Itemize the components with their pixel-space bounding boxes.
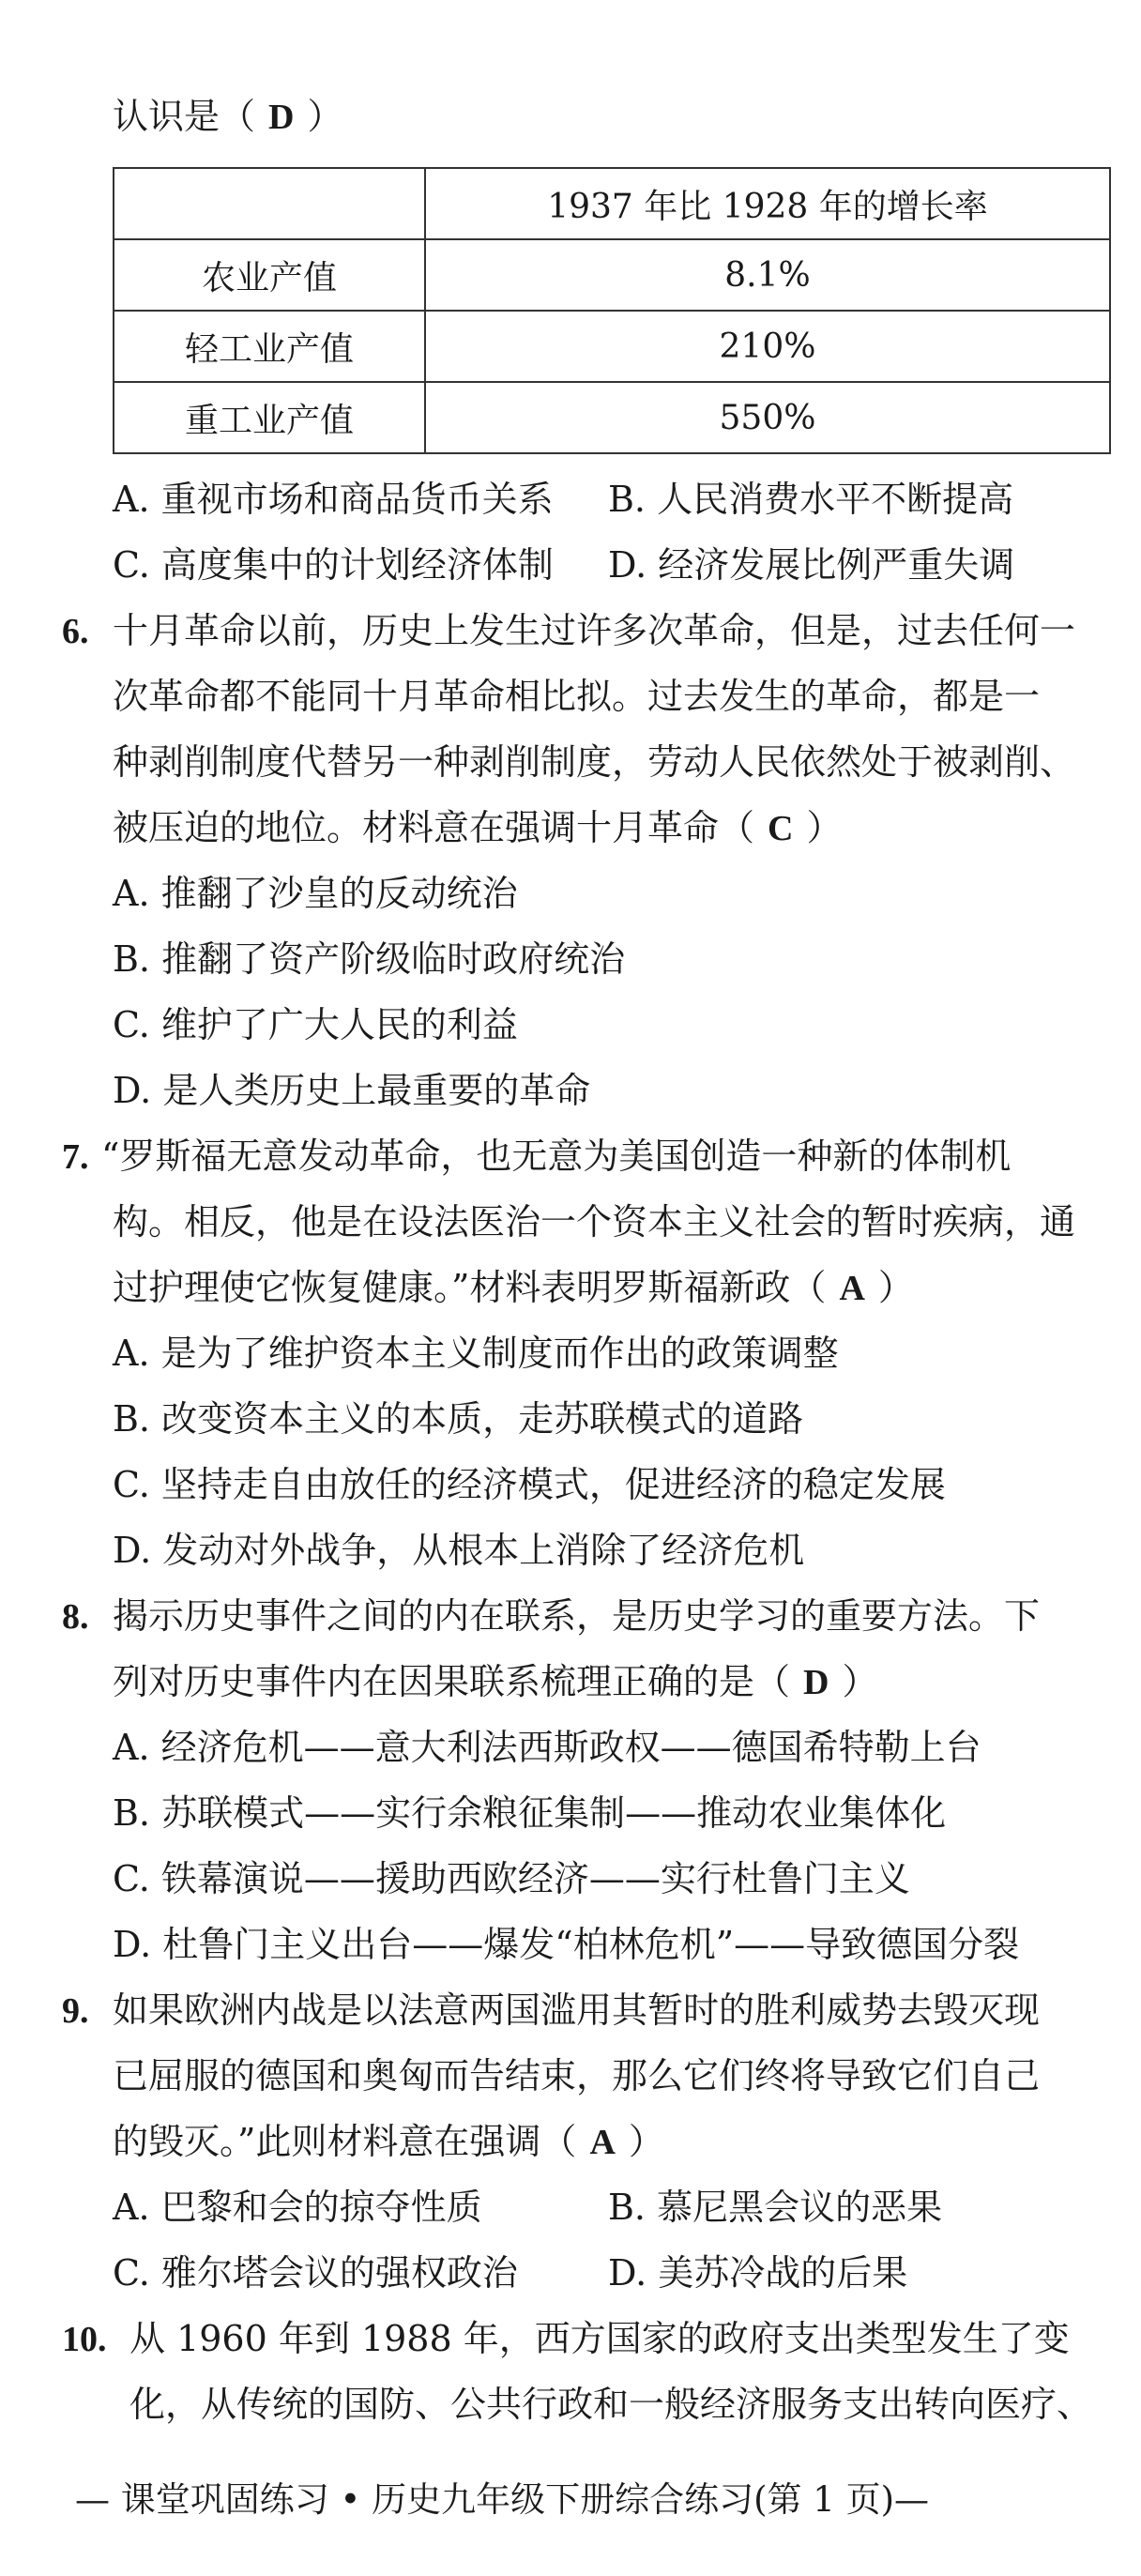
q7-number: 7. [62, 1137, 89, 1177]
q5-answer: D [268, 98, 295, 137]
q7-stem-line: 过护理使它恢复健康。”材料表明罗斯福新政（ A ） [113, 1265, 914, 1311]
q8-option-c: C. 铁幕演说——援助西欧经济——实行杜鲁门主义 [113, 1858, 910, 1899]
table-cell-value: 550% [425, 382, 1110, 453]
q9-option-b: B. 慕尼黑会议的恶果 [608, 2187, 943, 2228]
q7-stem-line: “罗斯福无意发动革命，也无意为美国创造一种新的体制机 [101, 1136, 1012, 1177]
q9-option-d: D. 美苏冷战的后果 [608, 2252, 908, 2294]
q9-answer: A [589, 2123, 616, 2162]
q10-stem-line: 从 1960 年到 1988 年，西方国家的政府支出类型发生了变 [129, 2318, 1070, 2359]
q9-stem-line: 如果欧洲内战是以法意两国滥用其暂时的胜利威势去毁灭现 [113, 1989, 1041, 2031]
q9-option-a: A. 巴黎和会的掠夺性质 [113, 2187, 482, 2228]
q8-option-a: A. 经济危机——意大利法西斯政权——德国希特勒上台 [113, 1727, 981, 1768]
q6-stem-line: 种剥削制度代替另一种剥削制度，劳动人民依然处于被剥削、 [113, 741, 1076, 783]
q8-number: 8. [62, 1597, 89, 1637]
q10-stem-line: 化，从传统的国防、公共行政和一般经济服务支出转向医疗、 [129, 2384, 1093, 2425]
q8-answer: D [803, 1663, 829, 1702]
q5-option-b: B. 人民消费水平不断提高 [608, 479, 1014, 520]
table-cell-label: 农业产值 [114, 239, 425, 311]
q10-number: 10. [62, 2320, 107, 2359]
table-header-cell: 1937 年比 1928 年的增长率 [425, 168, 1110, 239]
q9-option-c: C. 雅尔塔会议的强权政治 [113, 2252, 518, 2294]
q6-answer: C [768, 809, 794, 848]
table-header-cell [114, 168, 425, 239]
q6-option-b: B. 推翻了资产阶级临时政府统治 [113, 938, 626, 980]
q6-stem-line: 被压迫的地位。材料意在强调十月革命（ C ） [113, 805, 842, 851]
q8-stem-line: 列对历史事件内在因果联系梳理正确的是（ D ） [113, 1659, 877, 1705]
q6-option-c: C. 维护了广大人民的利益 [113, 1004, 518, 1045]
table-header-row [114, 168, 1110, 239]
q7-option-d: D. 发动对外战争，从根本上消除了经济危机 [113, 1530, 805, 1571]
q9-stem-line: 的毁灭。”此则材料意在强调（ A ） [113, 2119, 664, 2165]
table-cell-value: 8.1% [425, 239, 1110, 311]
q6-stem-line: 次革命都不能同十月革命相比拟。过去发生的革命，都是一 [113, 676, 1041, 717]
growth-table [113, 167, 1111, 454]
q5-option-a: A. 重视市场和商品货币关系 [113, 479, 554, 520]
table-cell-label: 轻工业产值 [114, 311, 425, 382]
table-cell-label: 重工业产值 [114, 382, 425, 453]
q7-stem-line: 构。相反，他是在设法医治一个资本主义社会的暂时疾病，通 [113, 1201, 1076, 1242]
q8-option-d: D. 杜鲁门主义出台——爆发“柏林危机”——导致德国分裂 [113, 1924, 1020, 1965]
table-row [114, 311, 1110, 382]
page-footer: — 课堂巩固练习 • 历史九年级下册综合练习(第 1 页)— [75, 2479, 930, 2520]
q6-option-d: D. 是人类历史上最重要的革命 [113, 1070, 591, 1111]
q9-number: 9. [62, 1991, 89, 2031]
q9-stem-line: 已屈服的德国和奥匈而告结束，那么它们终将导致它们自己 [113, 2055, 1041, 2096]
q7-option-c: C. 坚持走自由放任的经济模式，促进经济的稳定发展 [113, 1464, 946, 1505]
q6-number: 6. [62, 612, 89, 651]
q7-option-b: B. 改变资本主义的本质，走苏联模式的道路 [113, 1398, 804, 1440]
q5-option-c: C. 高度集中的计划经济体制 [113, 544, 554, 586]
table-row [114, 382, 1110, 453]
q6-stem-line: 十月革命以前，历史上发生过许多次革命，但是，过去任何一 [113, 610, 1076, 651]
table-row [114, 239, 1110, 311]
q6-option-a: A. 推翻了沙皇的反动统治 [113, 873, 518, 914]
q8-option-b: B. 苏联模式——实行余粮征集制——推动农业集体化 [113, 1792, 947, 1834]
table-cell-value: 210% [425, 311, 1110, 382]
q8-stem-line: 揭示历史事件之间的内在联系，是历史学习的重要方法。下 [113, 1595, 1041, 1637]
q7-answer: A [839, 1269, 865, 1308]
q7-option-a: A. 是为了维护资本主义制度而作出的政策调整 [113, 1333, 839, 1374]
q5-option-d: D. 经济发展比例严重失调 [608, 544, 1015, 586]
q5-stem-tail: 认识是（ D ） [113, 94, 342, 140]
